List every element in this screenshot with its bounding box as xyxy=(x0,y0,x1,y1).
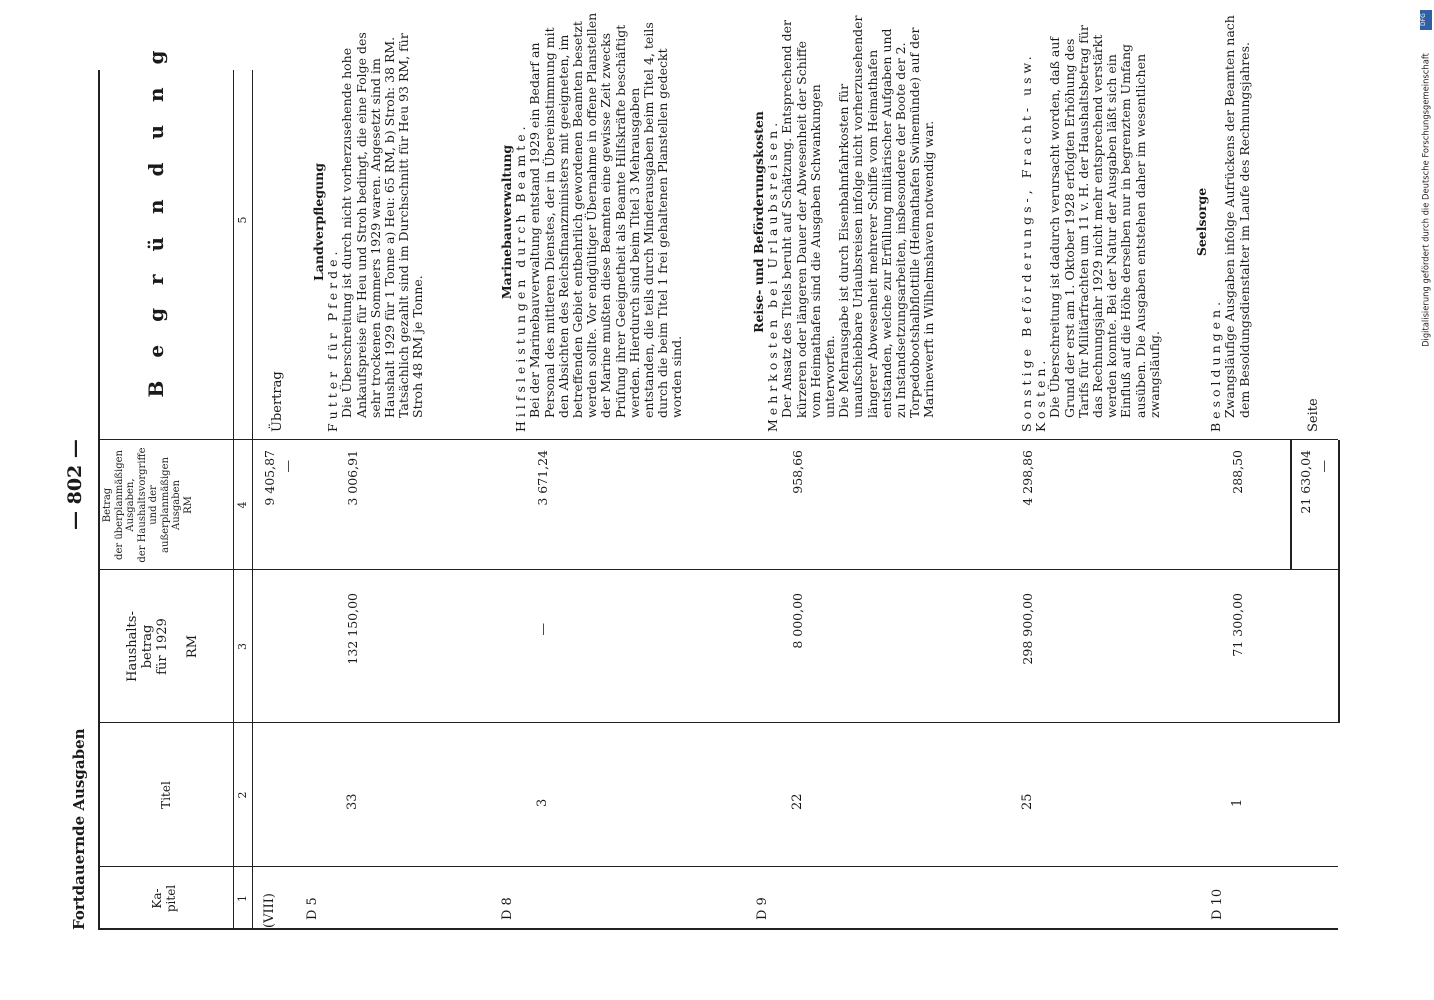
row-3-titel: 22 xyxy=(790,793,805,810)
header-betrag: Betrag der überplanmäßigen Ausgaben, der Haushaltsvorgriffe und der außerplanmäßigen Ausgaben RM xyxy=(102,447,194,563)
header-titel: Titel xyxy=(159,781,173,809)
running-head: Fortdauernde Ausgaben xyxy=(70,728,88,930)
carry-kapitel: (VIII) xyxy=(262,893,277,928)
table-left-rule xyxy=(98,928,1338,930)
header-num-5: 5 xyxy=(236,216,249,224)
row-1-haushalt: 132 150,00 xyxy=(345,593,360,665)
row-4-body: Die Überschreitung ist dadurch verursacht worden, daß auf Grund der erst am 1. Oktober 1928 erfolgten Erhöhung des Tarifs für Militärfrachten um 11 v. H. der Haushaltsbetrag für das Rechnungsjahr 1929 nicht mehr entsprechend verstärkt werden konnte. Bei der Natur der Ausgaben läßt sich ein Einfluß auf die Höhe derselben nur in begrenztem Umfang ausüben. Die Ausgaben entstehen daher im wesentlichen zwangsläufig. xyxy=(1047,25,1162,418)
row-3-section: Reise- und Beförderungskosten xyxy=(751,111,766,333)
row-5-titel: 1 xyxy=(1230,798,1245,807)
page-number: — 802 — xyxy=(64,439,86,530)
row-5-betrag: 288,50 xyxy=(1230,450,1245,494)
total-rule-top xyxy=(1290,440,1292,570)
row-1-section: Landverpflegung xyxy=(311,163,326,281)
row-2-betrag: 3 671,24 xyxy=(535,450,550,506)
total-amount: 21 630,04 xyxy=(1298,450,1313,514)
row-3-text xyxy=(752,12,937,432)
row-4-betrag: 4 298,86 xyxy=(1020,450,1035,506)
row-2-body: Bei der Marinebauverwaltung entstand 1929 ein Bedarf an Personal des mittleren Dienstes, der in Übereinstimmung mit den Absichten des Reichsfinanzministers mit geeigneten, im betreffenden Gebiet entbehrlich gewordenen Beamten besetzt werden sollte. Vor endgültiger Übernahme in offene Planstellen der Marine mußten diese Beamten eine gewisse Zeit zwecks Prüfung ihrer Geeignetheit als Beamte Hilfskräfte beschäftigt werden. Hierdurch sind beim Titel 3 Mehrausgaben entstanden, die teils durch Minderausgaben beim Titel 4, teils durch die beim Titel 1 frei gehaltenen Planstellen gedeckt worden sind. xyxy=(527,12,685,418)
row-3-betrag: 958,66 xyxy=(790,450,805,494)
row-1-betrag: 3 006,91 xyxy=(345,450,360,506)
carry-label: Übertrag xyxy=(270,371,285,432)
row-3-body: Der Ansatz des Titels beruht auf Schätzung. Entsprechend der kürzeren oder längeren Dauer der Abwesenheit der Schiffe vom Heimathafen sind die Ausgaben Schwankungen unterworfen. Die Mehrausgabe ist durch Eisenbahnfahrkosten für unaufschiebbare Urlaubsreisen infolge nicht vorherzusehender längerer Abwesenheit mehrerer Schiffe vom Heimathafen entstanden, welche zur Erfüllung militärischer Aufgaben und zu Instandsetzungsarbeiten, insbesondere der Boote der 2. Torpedobootshalbflottille (Heimathafen Swinemünde) auf der Marinewerft in Wilhelmshaven notwendig war. xyxy=(779,15,937,418)
row-2-haushalt: — xyxy=(535,623,550,636)
header-rule xyxy=(233,70,234,930)
row-2-text xyxy=(500,12,685,432)
row-5-text xyxy=(1195,12,1252,432)
row-1-body: Die Überschreitung ist durch nicht vorherzusehende hohe Ankaufspreise für Heu und Stroh bedingt, die eine Folge des sehr trockenen Sommers 1929 waren. Angesetzt sind im Haushalt 1929 für 1 Tonne a) Heu: 65 RM, b) Stroh: 38 RM. Tatsächlich gezahlt sind im Durchschnitt für Heu 93 RM, für Stroh 48 RM je Tonne. xyxy=(339,32,426,418)
row-4-haushalt: 298 900,00 xyxy=(1020,593,1035,665)
number-rule xyxy=(252,70,253,930)
header-kapitel: Ka- pitel xyxy=(150,884,178,913)
row-3-kapitel: D 9 xyxy=(755,897,770,920)
row-2-heading: Hilfsleistungen durch Beamte. xyxy=(513,122,529,432)
header-begruendung: B e g r ü n d u n g xyxy=(144,42,168,398)
row-5-heading: Besoldungen. xyxy=(1208,297,1224,432)
col-divider-1 xyxy=(98,866,1338,867)
col-divider-4 xyxy=(98,439,1338,440)
row-3-haushalt: 8 000,00 xyxy=(790,593,805,649)
total-label: Seite xyxy=(1306,398,1321,432)
row-3-heading: Mehrkosten bei Urlaubsreisen. xyxy=(765,118,781,432)
dfg-logo: DFG xyxy=(1420,10,1432,30)
table-top-rule xyxy=(98,70,100,930)
row-4-text xyxy=(1020,12,1162,432)
row-1-text xyxy=(312,12,426,432)
row-4-titel: 25 xyxy=(1020,793,1035,810)
row-5-kapitel: D 10 xyxy=(1210,888,1225,920)
header-num-1: 1 xyxy=(236,895,249,902)
header-num-3: 3 xyxy=(236,643,249,650)
header-haushalt: Haushalts- betrag für 1929 RM xyxy=(125,611,200,682)
row-1-titel: 33 xyxy=(345,793,360,810)
row-1-kapitel: D 5 xyxy=(305,897,320,920)
header-num-4: 4 xyxy=(236,501,249,509)
row-2-kapitel: D 8 xyxy=(500,897,515,920)
total-dash: — xyxy=(1316,460,1331,473)
row-5-body: Zwangsläufige Ausgaben infolge Aufrückens der Beamten nach dem Besoldungsdienstalter im Laufe des Rechnungsjahres. xyxy=(1222,15,1252,418)
carry-amount: 9 405,87 xyxy=(262,450,277,506)
header-num-2: 2 xyxy=(236,791,249,799)
row-5-section: Seelsorge xyxy=(1194,187,1209,257)
col-divider-2 xyxy=(98,722,1338,723)
row-4-heading: Sonstige Beförderungs-, Fracht- usw. Kosten. xyxy=(1019,52,1049,432)
total-rule-bottom xyxy=(1338,440,1340,723)
row-2-titel: 3 xyxy=(535,798,550,807)
row-2-section: Marinebauverwaltung xyxy=(499,144,514,300)
digitization-note: Digitalisierung gefördert durch die Deutsche Forschungsgemeinschaft xyxy=(1420,53,1431,347)
row-5-haushalt: 71 300,00 xyxy=(1230,593,1245,657)
carry-dash: — xyxy=(280,460,295,473)
row-1-heading: Futter für Pferde. xyxy=(325,247,341,432)
